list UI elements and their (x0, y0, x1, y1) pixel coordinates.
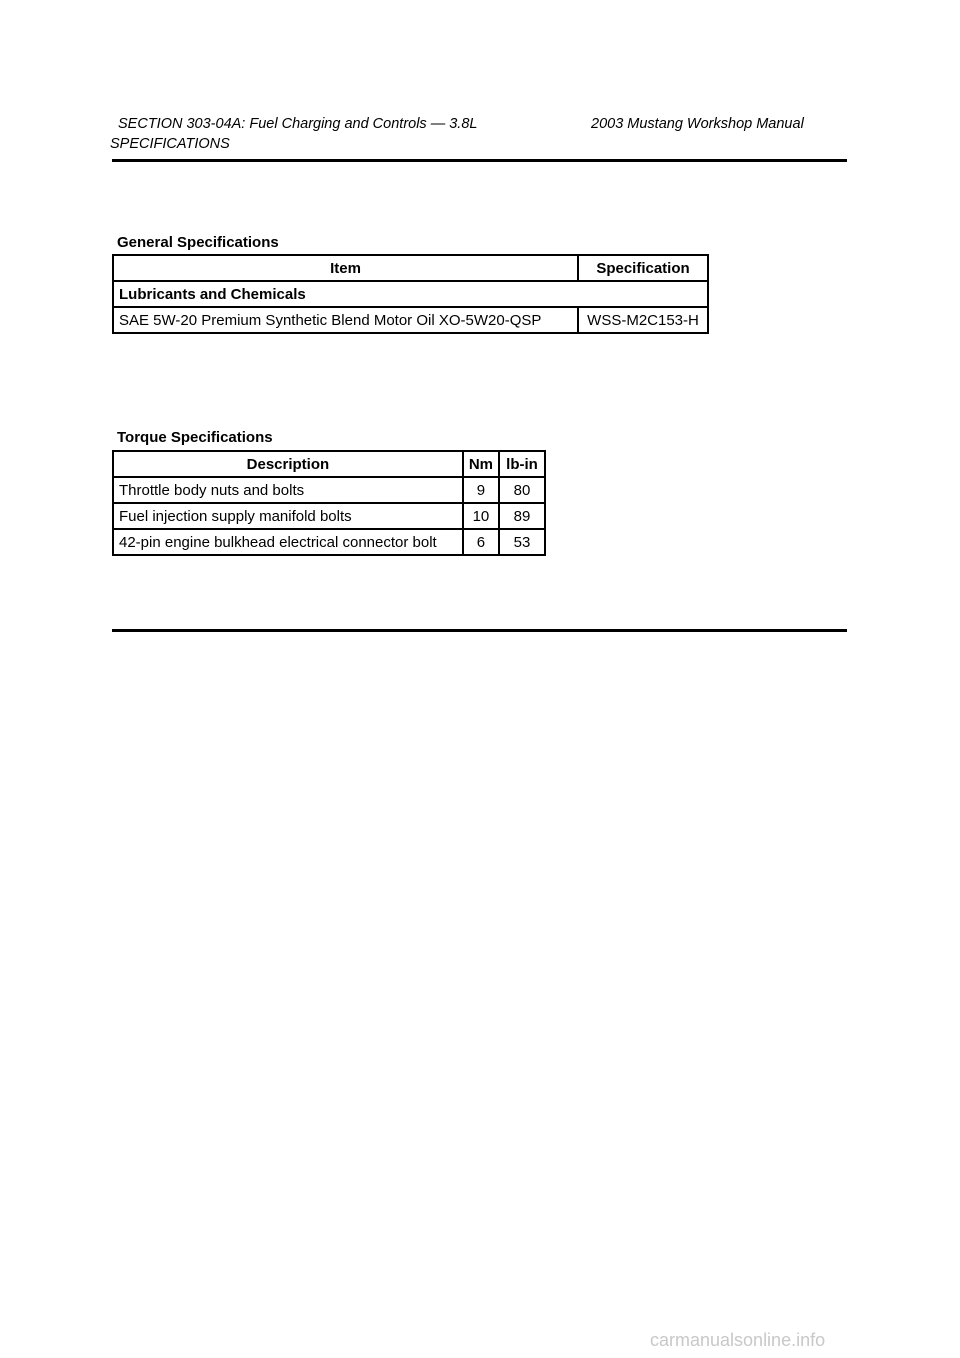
group-label: Lubricants and Chemicals (113, 281, 708, 307)
lbin-cell: 53 (499, 529, 545, 555)
nm-cell: 6 (463, 529, 499, 555)
table-header-row (113, 451, 545, 477)
general-specs-table (112, 254, 709, 334)
table-row (113, 477, 545, 503)
table-row (113, 529, 545, 555)
table-header-row (113, 255, 708, 281)
watermark: carmanualsonline.info (650, 1330, 826, 1350)
nm-cell: 10 (463, 503, 499, 529)
column-header-nm: Nm (463, 451, 499, 477)
spec-cell: WSS-M2C153-H (578, 307, 708, 333)
table-group-row (113, 281, 708, 307)
column-header-item: Item (113, 255, 578, 281)
lbin-cell: 80 (499, 477, 545, 503)
column-header-description: Description (113, 451, 463, 477)
torque-specs-title: Torque Specifications (117, 429, 273, 446)
description-cell: Throttle body nuts and bolts (113, 477, 463, 503)
header-section-title: SECTION 303-04A: Fuel Charging and Controls — 3.8L (118, 116, 478, 132)
column-header-specification: Specification (578, 255, 708, 281)
header-rule (112, 159, 847, 162)
header-manual-title: 2003 Mustang Workshop Manual (591, 116, 804, 132)
general-specs-title: General Specifications (117, 234, 279, 251)
description-cell: Fuel injection supply manifold bolts (113, 503, 463, 529)
item-cell: SAE 5W-20 Premium Synthetic Blend Motor Oil XO-5W20-QSP (113, 307, 578, 333)
table-row (113, 503, 545, 529)
column-header-lbin: lb-in (499, 451, 545, 477)
lbin-cell: 89 (499, 503, 545, 529)
page-subtitle: SPECIFICATIONS (110, 136, 230, 152)
table-row (113, 307, 708, 333)
torque-specs-table (112, 450, 546, 556)
description-cell: 42-pin engine bulkhead electrical connector bolt (113, 529, 463, 555)
nm-cell: 9 (463, 477, 499, 503)
footer-rule (112, 629, 847, 632)
